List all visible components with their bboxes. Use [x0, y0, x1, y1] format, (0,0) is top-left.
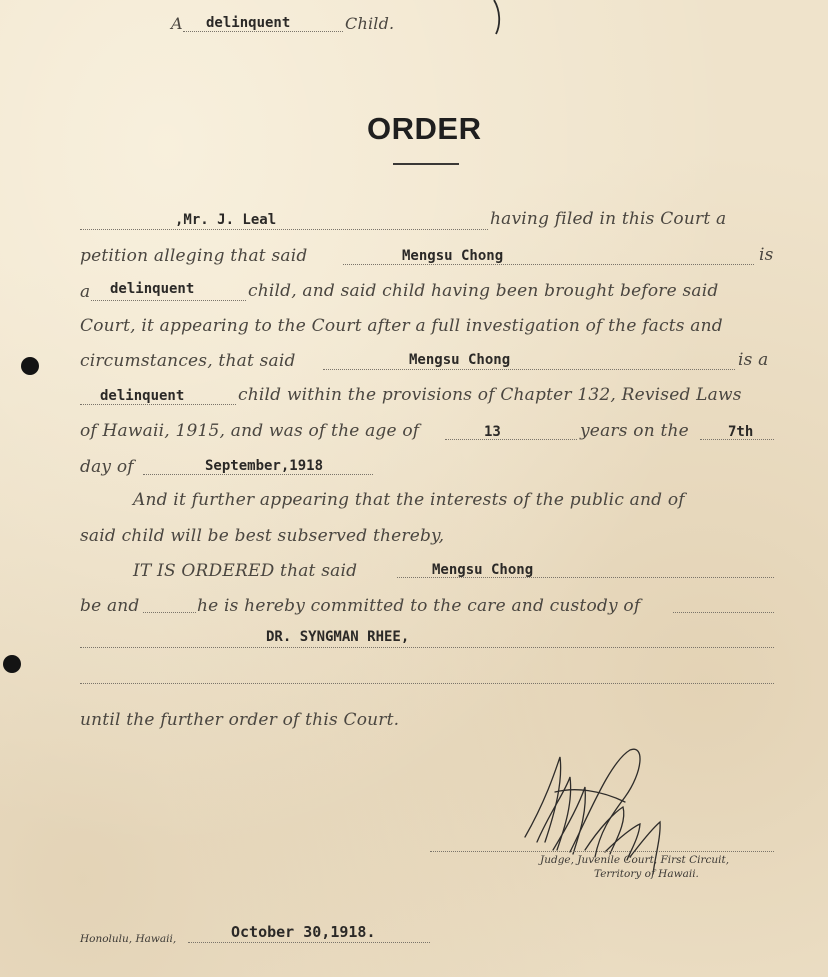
child-name-3: Mengsu Chong [432, 562, 534, 578]
line-10-text: said child will be best subserved thereby, [80, 526, 445, 546]
custodian-name: DR. SYNGMAN RHEE, [266, 629, 410, 645]
blank-child-name-2 [323, 369, 735, 370]
ordered-text: IT IS ORDERED that said [133, 561, 358, 581]
petitioner-name: ,Mr. J. Leal [175, 212, 277, 228]
caption-child: Child. [345, 14, 395, 33]
title-rule [393, 163, 459, 165]
judge-title-1: Judge, Juvenile Court, First Circuit, [540, 854, 730, 866]
status-1: delinquent [110, 281, 195, 297]
line-8-text: day of [80, 457, 134, 477]
blank-pronoun [143, 612, 196, 613]
line-2-end: is [759, 245, 774, 265]
blank-custodian-2 [80, 683, 774, 684]
footer-date-line [188, 942, 430, 943]
status-2: delinquent [100, 388, 185, 404]
line-2-text: petition alleging that said [80, 246, 308, 266]
punch-hole-lower [3, 655, 21, 673]
line-3-text: child, and said child having been brought before said [248, 281, 719, 301]
date-value: September,1918 [205, 458, 324, 474]
footer-date: October 30,1918. [231, 923, 376, 941]
caption-status: delinquent [206, 15, 291, 31]
line-1-text: having filed in this Court a [490, 209, 727, 229]
line-5-text: circumstances, that said [80, 351, 296, 371]
page-title: ORDER [367, 111, 482, 146]
footer-place: Honolulu, Hawaii, [80, 933, 177, 945]
line-12-after: he is hereby committed to the care and custody of [197, 596, 641, 616]
caption-article: A [171, 14, 183, 33]
line-9-text: And it further appearing that the interests of the public and of [133, 490, 685, 510]
blank-status-1 [91, 300, 246, 301]
line-7-text: of Hawaii, 1915, and was of the age of [80, 421, 420, 441]
blank-date [143, 474, 373, 475]
judge-title-2: Territory of Hawaii. [594, 868, 699, 880]
day-value: 7th [728, 424, 754, 440]
blank-custody-tail [673, 612, 774, 613]
blank-petitioner [80, 229, 488, 230]
blank-age [445, 439, 577, 440]
signature-line [430, 851, 774, 852]
blank-custodian-1 [80, 647, 774, 648]
age-value: 13 [484, 424, 501, 440]
caption-blank [183, 31, 343, 32]
line-5-end: is a [738, 350, 769, 370]
line-6-text: child within the provisions of Chapter 132, Revised Laws [238, 385, 742, 405]
child-name-2: Mengsu Chong [409, 352, 511, 368]
child-name-1: Mengsu Chong [402, 248, 504, 264]
line-4-text: Court, it appearing to the Court after a full investigation of the facts and [80, 316, 723, 336]
blank-status-2 [80, 404, 236, 405]
line-15-text: until the further order of this Court. [80, 710, 400, 730]
punch-hole-upper [21, 357, 39, 375]
line-12-text: be and [80, 596, 140, 616]
line-3-article: a [80, 282, 91, 302]
line-7-mid: years on the [580, 421, 689, 441]
blank-child-name-1 [343, 264, 754, 265]
bracket-mark [490, 0, 504, 36]
